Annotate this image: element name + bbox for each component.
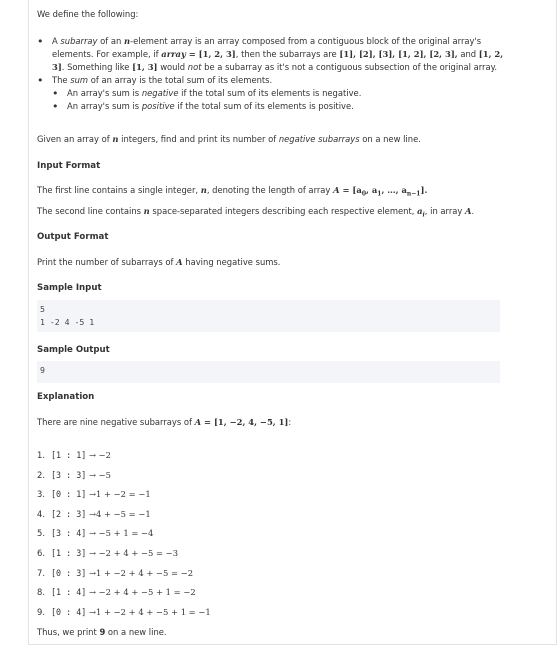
- explanation-heading: Explanation: [37, 392, 95, 402]
- item-range: [3 : 3]: [51, 469, 87, 480]
- item-expression: → −2: [86, 450, 111, 460]
- explanation-item: [37, 469, 211, 489]
- item-range: [0 : 1]: [51, 489, 87, 500]
- item-number: 9.: [37, 606, 45, 617]
- sample-input-line2: 1 -2 4 -5 1: [40, 317, 95, 327]
- item-expression: → −2 + 4 + −5 = −3: [86, 547, 179, 558]
- input-format-line2: The second line contains n space-separated integers describing each respective element, $a_i$, in array A.: [37, 206, 475, 219]
- definition-subarray: • A subarray of an n-element array is an array composed from a contiguous block of the original array's elements. For example, if array = [1, 2, 3], then the subarrays are [1], [2], [3], [1, 2], [2, 3], and [1, 2, 3]. Something like [1, 3] would not be a subarray as it's not a contiguous subsection of the original array.: [37, 35, 507, 74]
- item-number: 2.: [37, 469, 45, 480]
- input-format-heading: Input Format: [37, 161, 101, 171]
- item-number: 8.: [37, 587, 45, 598]
- sample-input-line1: 5: [40, 304, 45, 314]
- conclusion-text: Thus, we print 9 on a new line.: [37, 627, 167, 637]
- item-number: 7.: [37, 567, 45, 578]
- item-expression: → −2 + 4 + −5 + 1 = −2: [86, 587, 196, 598]
- intro-text: We define the following:: [37, 9, 139, 19]
- item-range: [1 : 3]: [51, 547, 87, 558]
- sample-output-heading: Sample Output: [37, 345, 110, 355]
- item-range: [2 : 3]: [51, 508, 87, 519]
- output-format-text: Print the number of subarrays of A having negative sums.: [37, 257, 281, 267]
- input-format-line1: The first line contains a single integer, n, denoting the length of array $A = [a_0$, $a_1$, …, $a_{n-1}$].: [37, 185, 428, 198]
- explanation-item: [37, 527, 211, 547]
- sample-input-box[interactable]: [37, 300, 500, 332]
- definition-negative: • An array's sum is negative if the total sum of its elements is negative.: [52, 87, 507, 100]
- explanation-item: [37, 449, 211, 469]
- item-number: 3.: [37, 489, 45, 500]
- item-number: 4.: [37, 508, 45, 519]
- item-expression: →4 + −5 = −1: [86, 508, 151, 519]
- item-range: [0 : 4]: [51, 606, 87, 617]
- explanation-item: [37, 488, 211, 508]
- sum-subdefinitions: [52, 87, 507, 113]
- explanation-intro: There are nine negative subarrays of A = [1, −2, 4, −5, 1]:: [37, 417, 292, 427]
- item-number: 6.: [37, 547, 45, 558]
- item-expression: →1 + −2 = −1: [86, 489, 151, 500]
- item-range: [1 : 1]: [51, 450, 87, 460]
- item-expression: →1 + −2 + 4 + −5 = −2: [86, 567, 194, 578]
- explanation-list: [37, 449, 211, 625]
- item-expression: →1 + −2 + 4 + −5 + 1 = −1: [86, 606, 211, 617]
- explanation-item: [37, 508, 211, 528]
- item-range: [0 : 3]: [51, 567, 87, 578]
- sample-output-value: 9: [40, 365, 45, 375]
- item-number: 1.: [37, 450, 45, 460]
- item-expression: → −5: [86, 469, 111, 480]
- sample-output-box[interactable]: [37, 361, 500, 383]
- task-text: Given an array of n integers, find and print its number of negative subarrays on a new line.: [37, 134, 421, 144]
- explanation-item: [37, 547, 211, 567]
- definition-sum: • The sum of an array is the total sum of its elements. • An array's sum is negative if the total sum of its elements is negative. • An array's sum is positive if the total sum of its elements is positive.: [37, 74, 507, 113]
- explanation-item: [37, 586, 211, 606]
- item-range: [3 : 4]: [51, 528, 87, 539]
- definitions-list: [37, 35, 507, 113]
- sample-input-heading: Sample Input: [37, 283, 102, 293]
- explanation-item: [37, 606, 211, 626]
- item-range: [1 : 4]: [51, 587, 87, 598]
- definition-positive: • An array's sum is positive if the total sum of its elements is positive.: [52, 100, 507, 113]
- explanation-item: [37, 567, 211, 587]
- item-number: 5.: [37, 528, 45, 539]
- item-expression: → −5 + 1 = −4: [86, 528, 154, 539]
- output-format-heading: Output Format: [37, 232, 109, 242]
